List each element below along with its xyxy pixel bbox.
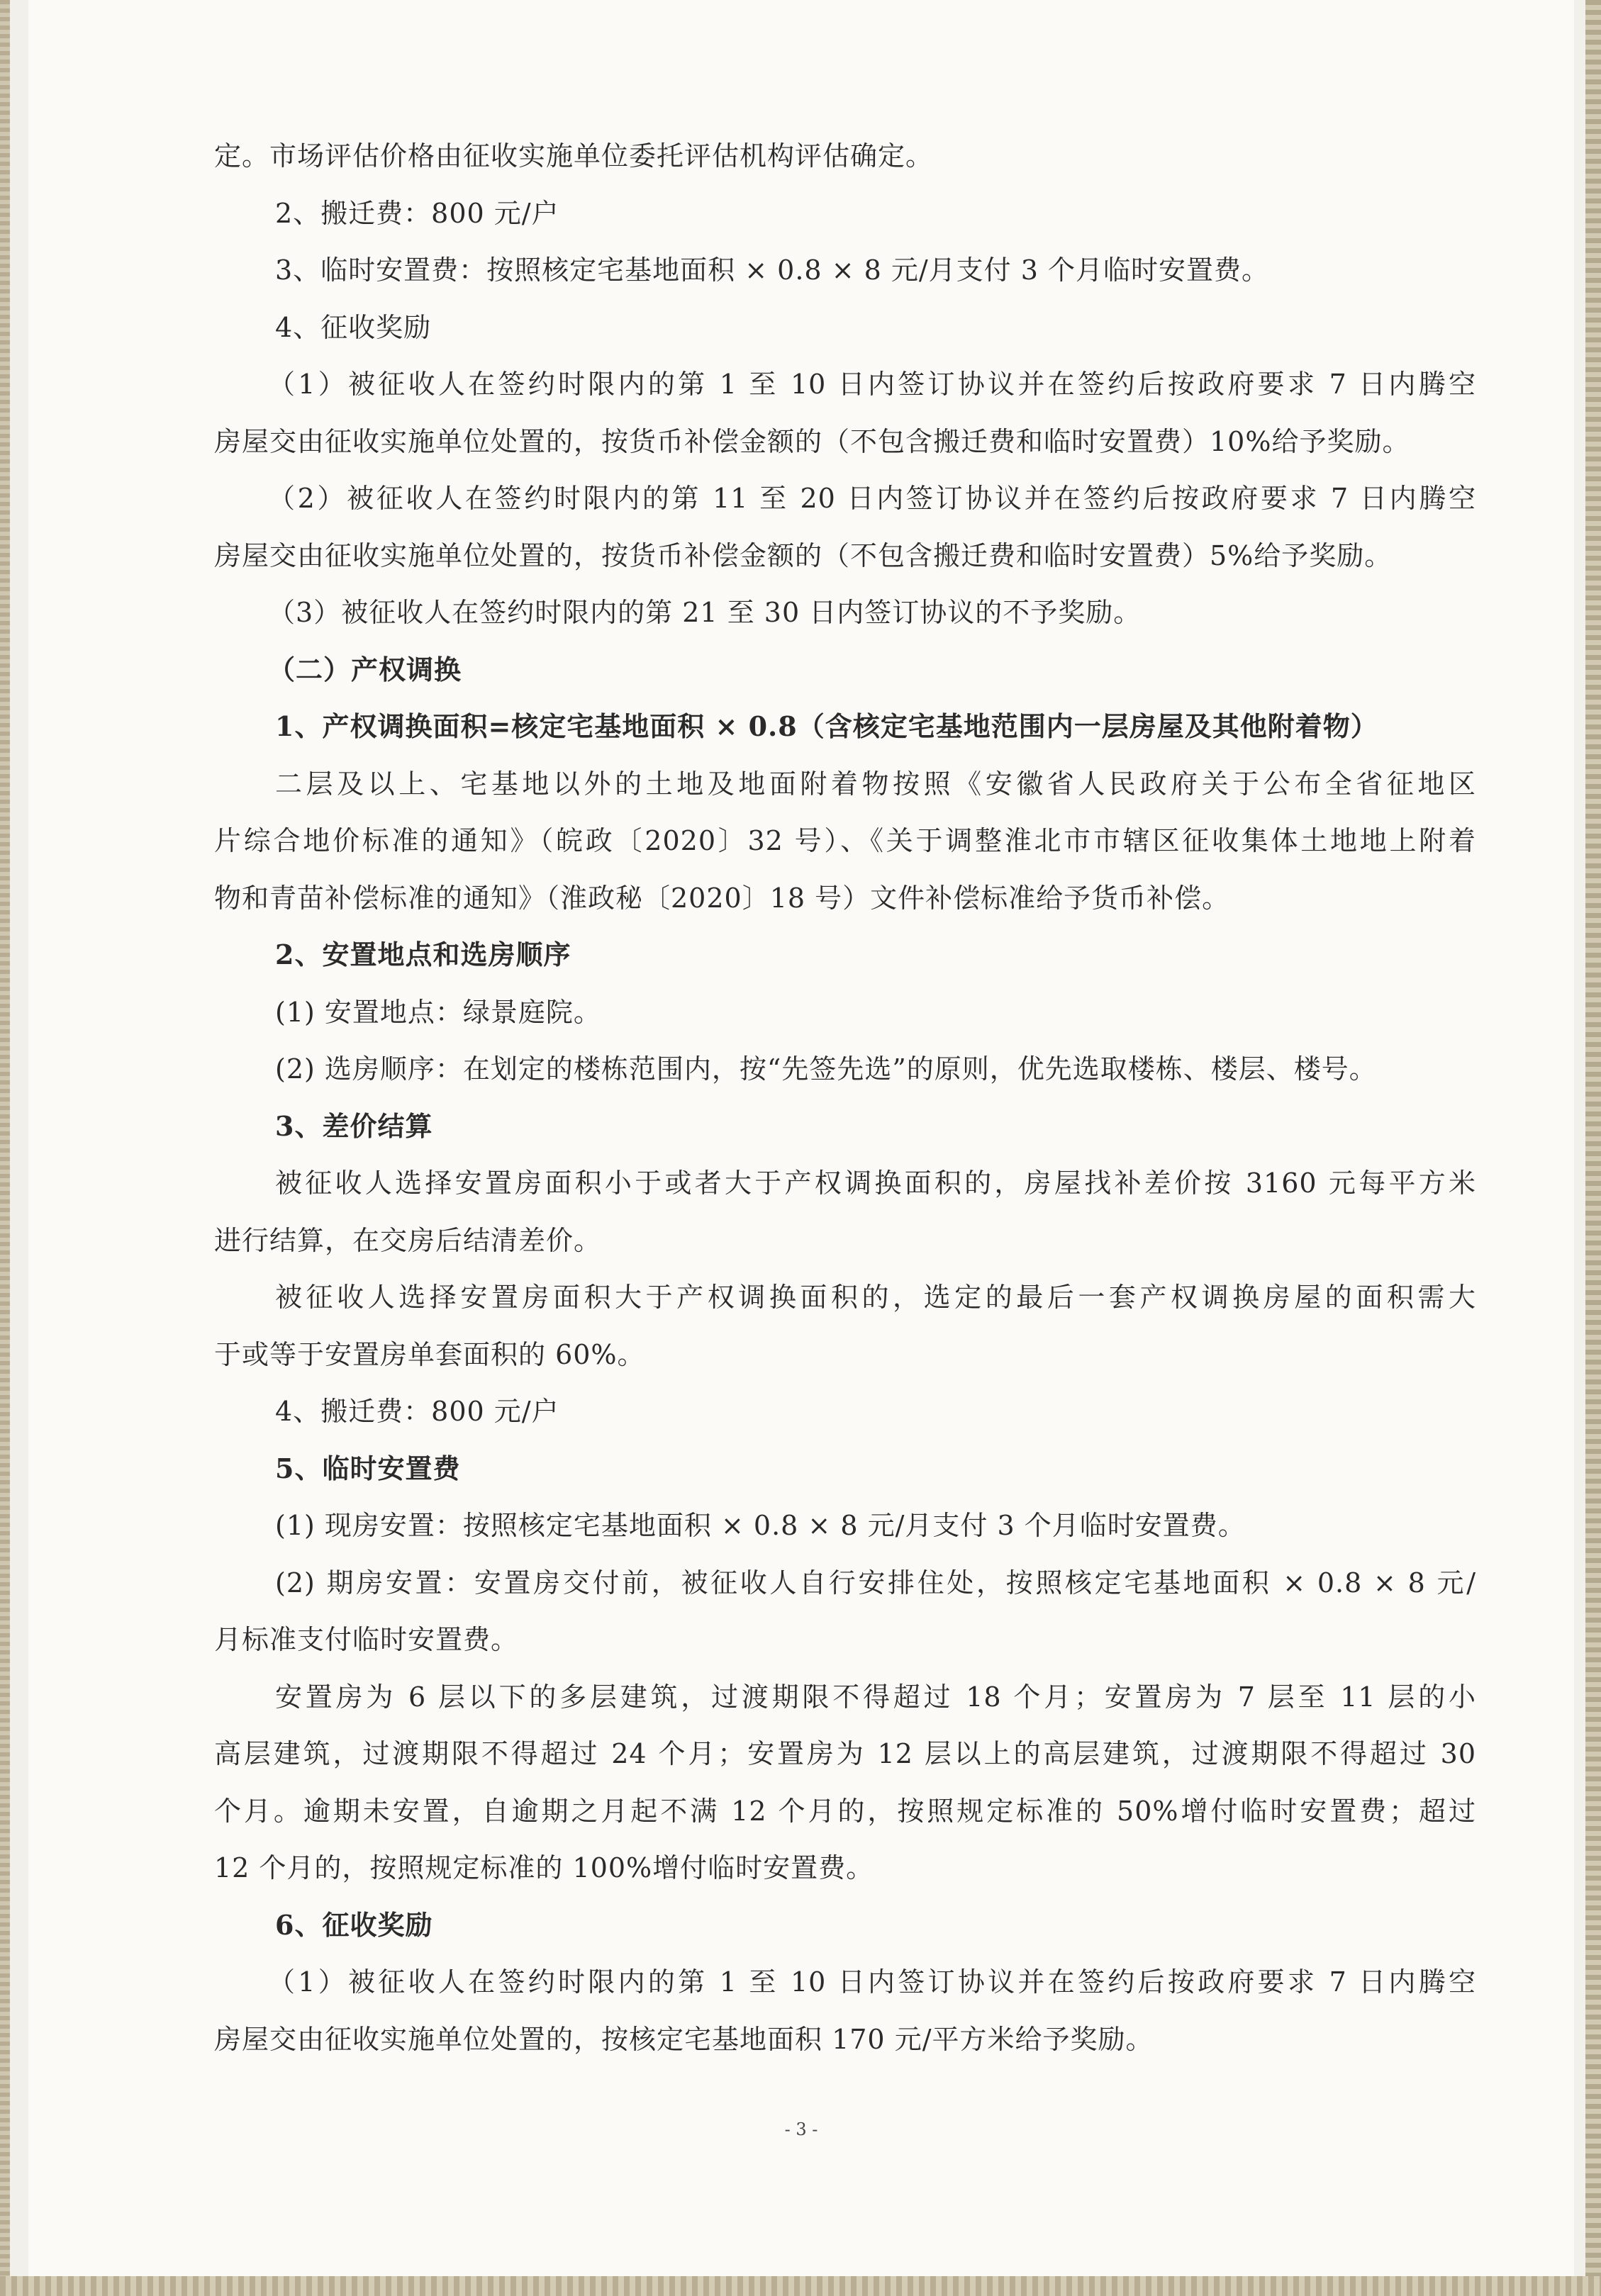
document-page [28,0,1574,2276]
text-line-10: （二）产权调换 [268,653,462,685]
text-line-8: 房屋交由征收实施单位处置的，按货币补偿金额的（不包含搬迁费和临时安置费）5%给予奖励。 [214,539,1393,571]
text-line-31: 12 个月的，按照规定标准的 100%增付临时安置费。 [214,1852,874,1883]
scan-edge-left [0,0,10,2296]
text-line-1: 定。市场评估价格由征收实施单位委托评估机构评估确定。 [214,140,934,172]
text-line-20: 进行结算，在交房后结清差价。 [214,1224,602,1256]
text-line-34: 房屋交由征收实施单位处置的，按核定宅基地面积 170 元/平方米给予奖励。 [214,2023,1154,2055]
page-number: - 3 - [784,2119,818,2139]
text-line-2: 2、搬迁费：800 元/户 [275,197,559,229]
document-body [214,128,1476,2068]
text-line-6: 房屋交由征收实施单位处置的，按货币补偿金额的（不包含搬迁费和临时安置费）10%给予奖励。 [214,425,1410,457]
scan-edge-bottom [0,2276,1601,2296]
text-line-13: 片综合地价标准的通知》（皖政〔2020〕32 号）、《关于调整淮北市市辖区征收集体土地地上附着 [214,825,1476,856]
text-line-17: (2) 选房顺序：在划定的楼栋范围内，按“先签先选”的原则，优先选取楼栋、楼层、楼号。 [275,1053,1377,1085]
text-line-3: 3、临时安置费：按照核定宅基地面积 × 0.8 × 8 元/月支付 3 个月临时安置费。 [275,254,1270,286]
text-line-28: 安置房为 6 层以下的多层建筑，过渡期限不得超过 18 个月；安置房为 7 层至 11 层的小 [275,1681,1476,1713]
text-line-26: (2) 期房安置：安置房交付前，被征收人自行安排住处，按照核定宅基地面积 × 0.8 × 8 元/ [275,1567,1476,1598]
text-line-30: 个月。逾期未安置，自逾期之月起不满 12 个月的，按照规定标准的 50%增付临时安置费；超过 [214,1795,1476,1827]
text-line-15: 2、安置地点和选房顺序 [275,939,571,970]
text-line-27: 月标准支付临时安置费。 [214,1624,519,1655]
text-line-11: 1、产权调换面积=核定宅基地面积 × 0.8（含核定宅基地范围内一层房屋及其他附着物） [275,710,1378,742]
text-line-18: 3、差价结算 [275,1109,433,1142]
text-line-12: 二层及以上、宅基地以外的土地及地面附着物按照《安徽省人民政府关于公布全省征地区 [275,768,1476,800]
text-line-29: 高层建筑，过渡期限不得超过 24 个月；安置房为 12 层以上的高层建筑，过渡期限不得超过 30 [214,1738,1476,1769]
text-line-16: (1) 安置地点：绿景庭院。 [275,996,601,1028]
text-line-9: （3）被征收人在签约时限内的第 21 至 30 日内签订协议的不予奖励。 [268,597,1142,628]
text-line-19: 被征收人选择安置房面积小于或者大于产权调换面积的，房屋找补差价按 3160 元每平方米 [275,1167,1476,1199]
text-line-21: 被征收人选择安置房面积大于产权调换面积的，选定的最后一套产权调换房屋的面积需大 [275,1282,1476,1313]
text-line-24: 5、临时安置费 [275,1452,461,1484]
text-line-25: (1) 现房安置：按照核定宅基地面积 × 0.8 × 8 元/月支付 3 个月临时安置费。 [275,1510,1246,1541]
text-line-23: 4、搬迁费：800 元/户 [275,1396,559,1427]
text-line-32: 6、征收奖励 [275,1908,433,1941]
scan-edge-right [1585,0,1601,2296]
text-line-5: （1）被征收人在签约时限内的第 1 至 10 日内签订协议并在签约后按政府要求 7 日内腾空 [268,369,1476,400]
text-line-7: （2）被征收人在签约时限内的第 11 至 20 日内签订协议并在签约后按政府要求 7 日内腾空 [268,483,1476,514]
text-line-33: （1）被征收人在签约时限内的第 1 至 10 日内签订协议并在签约后按政府要求 7 日内腾空 [268,1966,1476,1998]
text-line-4: 4、征收奖励 [275,311,432,343]
text-line-14: 物和青苗补偿标准的通知》（淮政秘〔2020〕18 号）文件补偿标准给予货币补偿。 [214,882,1230,914]
text-line-22: 于或等于安置房单套面积的 60%。 [214,1338,645,1370]
